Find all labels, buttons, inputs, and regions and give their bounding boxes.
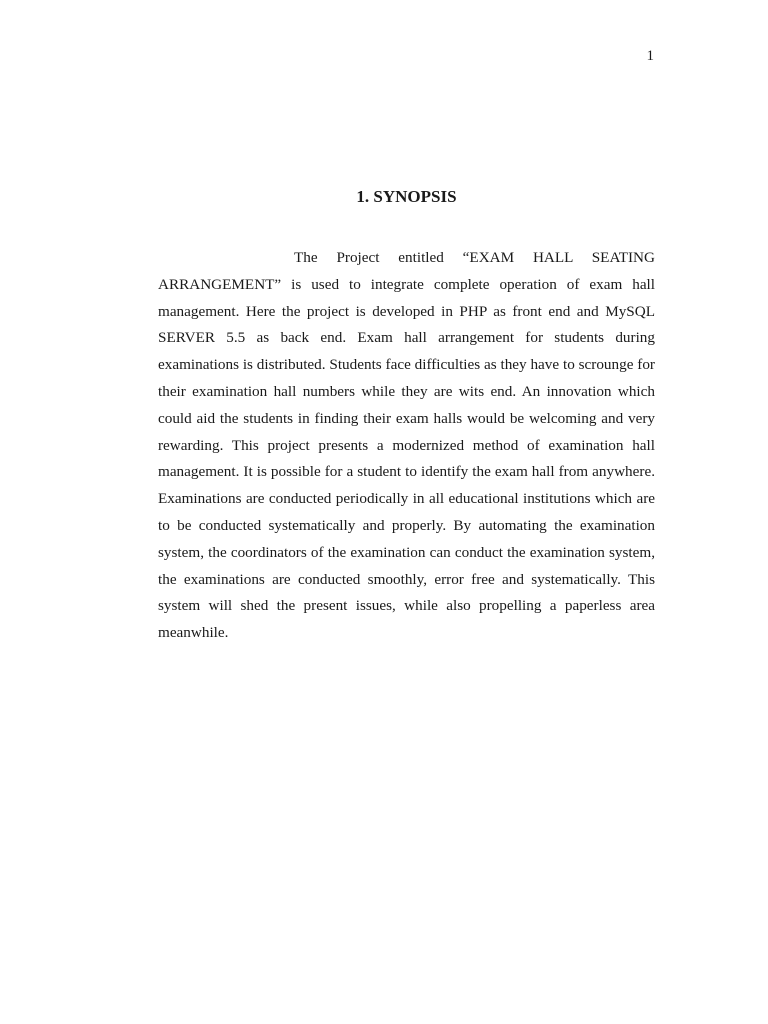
synopsis-paragraph: The Project entitled “EXAM HALL SEATING ARRANGEMENT” is used to integrate complete operation of exam hall management. Here the project is developed in PHP as front end and MySQL SERVER 5.5 as back end. Exam hall arrangement for students during examinations is distributed. Students face difficulties as they have to scrounge for their examination hall numbers while they are wits end. An innovation which could aid the students in finding their exam halls would be welcoming and very rewarding. This project presents a modernized method of examination hall management. It is possible for a student to identify the exam hall from anywhere. Examinations are conducted periodically in all educational institutions which are to be conducted systematically and properly. By automating the examination system, the coordinators of the examination can conduct the examination system, the examinations are conducted smoothly, error free and systematically. This system will shed the present issues, while also propelling a paperless area meanwhile.: [158, 249, 655, 642]
section-heading: 1. SYNOPSIS: [356, 187, 457, 206]
page-number: 1: [646, 48, 654, 64]
